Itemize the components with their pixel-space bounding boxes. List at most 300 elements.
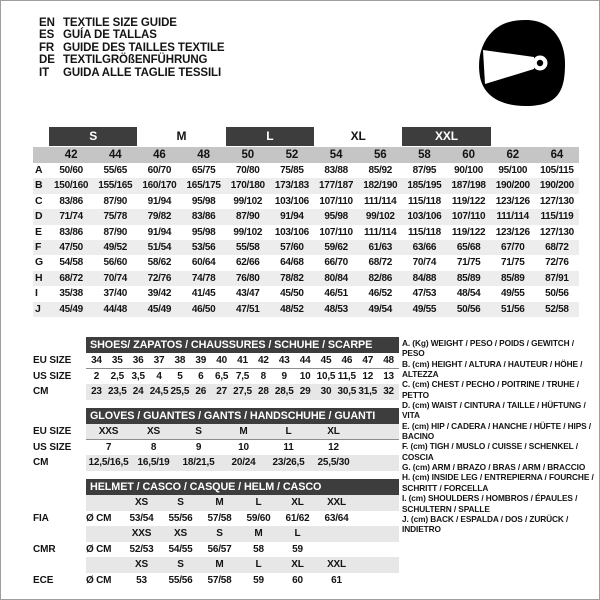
size-value: 165/175 xyxy=(186,180,221,192)
size-value: 30 xyxy=(320,386,332,397)
size-value: 70/74 xyxy=(103,272,127,284)
size-column-62: 62 xyxy=(506,149,520,161)
size-value: 36 xyxy=(132,355,144,366)
size-value: 123/126 xyxy=(495,195,530,207)
size-group-row xyxy=(33,127,579,146)
size-value: 55/56 xyxy=(168,574,193,586)
size-value: 25,5 xyxy=(170,386,190,397)
row-label: US SIZE xyxy=(33,370,72,382)
size-value: 99/102 xyxy=(233,226,263,238)
row-values xyxy=(86,455,399,471)
size-value: 7,5 xyxy=(235,370,250,382)
size-label: XL xyxy=(291,497,304,508)
size-value: 5 xyxy=(177,370,183,382)
size-value: 56/57 xyxy=(207,543,232,555)
size-value: 127/130 xyxy=(539,226,574,238)
helmet-value-row-cmr xyxy=(33,542,405,558)
size-value: 49/55 xyxy=(500,288,525,300)
size-value: M xyxy=(239,426,248,437)
size-value: 6,5 xyxy=(214,370,229,382)
row-letter: I xyxy=(35,287,38,300)
size-value: 190/200 xyxy=(539,180,574,192)
helmet-size-row-ece xyxy=(33,557,405,573)
size-value: 185/195 xyxy=(407,180,442,192)
size-value: 26 xyxy=(195,386,207,397)
row-values xyxy=(86,440,399,456)
helmet-table-title: HELMET / CASCO / CASQUE / HELM / CASCO xyxy=(86,479,399,495)
size-value: 99/102 xyxy=(365,211,395,223)
legend-item: D. (cm) WAIST / CINTURA / TAILLE / HÜFTUNG / VITA xyxy=(402,400,586,421)
size-value: 59 xyxy=(253,574,264,586)
helmet-size-labels xyxy=(86,526,399,542)
gloves-table xyxy=(33,408,405,471)
size-value: 38 xyxy=(174,355,186,366)
size-column-48: 48 xyxy=(197,149,210,161)
size-value: 91/94 xyxy=(280,211,304,223)
size-value: 47/53 xyxy=(412,288,437,300)
size-row-us-size xyxy=(33,369,405,385)
size-value: 53/54 xyxy=(129,512,154,524)
gloves-rows xyxy=(33,424,405,471)
size-value: 54/55 xyxy=(168,543,193,555)
size-column-56: 56 xyxy=(373,149,387,161)
guide-title: GUIDE DES TAILLES TEXTILE xyxy=(63,41,225,54)
size-value: 111/114 xyxy=(364,226,397,238)
size-value: 29 xyxy=(299,386,311,397)
size-value: 187/198 xyxy=(451,180,486,192)
size-value: 103/106 xyxy=(274,195,309,207)
size-value: 7 xyxy=(105,441,112,453)
legend-item: B. (cm) HEIGHT / ALTURA / HAUTEUR / HÖHE / ALTEZZA xyxy=(402,358,583,380)
size-value: 52/58 xyxy=(545,303,569,315)
size-group-spacer xyxy=(33,127,49,146)
size-label: XXL xyxy=(327,497,346,508)
size-value: 83/86 xyxy=(59,226,83,238)
size-value: 45/50 xyxy=(280,288,304,300)
size-label: XXS xyxy=(131,528,152,539)
size-value: 95/98 xyxy=(324,211,348,223)
size-value: 190/200 xyxy=(495,180,530,192)
size-value: 39 xyxy=(195,355,207,366)
size-value: 85/89 xyxy=(456,272,481,284)
size-value: 37 xyxy=(153,355,165,366)
row-label-spacer xyxy=(33,495,86,511)
size-value: 28,5 xyxy=(274,386,294,397)
size-group-s: S xyxy=(49,127,137,146)
size-value: 71/74 xyxy=(59,211,83,223)
gloves-table-title: GLOVES / GUANTES / GANTS / HANDSCHUHE / GUANTI xyxy=(86,408,399,424)
size-label: L xyxy=(255,497,262,508)
helmet-values xyxy=(86,542,399,558)
size-value: 46 xyxy=(341,355,353,366)
size-columns-row xyxy=(33,147,579,163)
size-value: 85/92 xyxy=(368,165,392,176)
size-label: XL xyxy=(291,559,304,570)
size-value: 76/80 xyxy=(235,272,260,284)
size-value: 23/26,5 xyxy=(272,457,305,468)
size-value: 83/86 xyxy=(191,211,216,223)
helmet-size-table xyxy=(33,479,405,588)
size-value: 60/70 xyxy=(147,165,172,176)
size-column-54: 54 xyxy=(329,149,343,161)
size-value: 31,5 xyxy=(358,386,378,397)
size-row-eu-size xyxy=(33,353,405,369)
row-letter: J xyxy=(35,302,41,315)
shoes-table-title: SHOES/ ZAPATOS / CHAUSSURES / SCHUHE / SCARPE xyxy=(86,337,399,353)
prefix-spacer xyxy=(86,495,122,511)
helmet-size-row-fia xyxy=(33,495,405,511)
size-value: 84/88 xyxy=(412,272,437,284)
size-value: 95/98 xyxy=(191,226,216,238)
row-letter: G xyxy=(35,256,44,269)
legend-item: F. (cm) TIGH / MUSLO / CUISSE / SCHENKEL / COSCIA xyxy=(402,441,578,462)
size-value: 10 xyxy=(238,441,249,453)
textile-size-table xyxy=(33,127,579,317)
size-label: M xyxy=(215,497,224,508)
standard-label: ECE xyxy=(33,574,54,586)
size-value: L xyxy=(285,426,292,437)
row-letter: H xyxy=(35,271,43,284)
size-label: S xyxy=(177,559,184,570)
helmet-value-row-ece xyxy=(33,573,405,589)
size-value: XXS xyxy=(98,426,119,437)
size-value: 39/42 xyxy=(147,288,172,300)
size-value: 61/63 xyxy=(368,241,392,253)
size-label: XXL xyxy=(327,559,346,570)
size-value: 40 xyxy=(216,355,227,366)
size-value: 37/40 xyxy=(103,288,127,300)
size-value: 35 xyxy=(111,355,123,366)
row-values xyxy=(86,424,399,440)
size-value: 155/165 xyxy=(98,180,133,192)
size-value: 82/86 xyxy=(368,272,392,284)
language-row-es xyxy=(39,29,225,41)
language-code: DE xyxy=(39,54,55,67)
size-column-46: 46 xyxy=(153,149,166,161)
row-label-spacer xyxy=(33,557,86,573)
size-value: 115/118 xyxy=(407,195,441,207)
row-values xyxy=(86,369,399,385)
size-value: 85/89 xyxy=(500,272,525,284)
size-value: 72/76 xyxy=(147,272,172,284)
size-value: 67/70 xyxy=(500,241,525,253)
size-value: 58 xyxy=(253,543,264,555)
size-value: 47 xyxy=(362,355,374,366)
size-label: XS xyxy=(135,559,148,570)
size-label: S xyxy=(177,497,184,508)
measure-row-a xyxy=(33,163,579,178)
size-value: 111/114 xyxy=(364,195,397,207)
size-value: 65/68 xyxy=(456,241,481,253)
size-value: 160/170 xyxy=(142,180,177,192)
size-column-64: 64 xyxy=(550,149,564,161)
size-value: 49/55 xyxy=(412,303,437,315)
legend-item: C. (cm) CHEST / PECHO / POITRINE / TRUHE / PETTO xyxy=(402,379,579,400)
size-group-xxl: XXL xyxy=(402,127,490,146)
size-value: 119/122 xyxy=(451,226,486,238)
size-value: 61/62 xyxy=(285,512,310,524)
size-value: 46/50 xyxy=(191,303,216,315)
size-value: 170/180 xyxy=(230,180,265,192)
measure-row-e xyxy=(33,225,579,240)
size-value: 127/130 xyxy=(539,195,574,207)
size-value: 43 xyxy=(278,355,290,366)
size-value: 2 xyxy=(93,370,100,382)
size-label: S xyxy=(216,528,223,539)
size-value: 62/66 xyxy=(235,257,260,269)
size-value: 12 xyxy=(328,441,339,453)
size-value: 9 xyxy=(195,441,202,453)
size-value: 83/88 xyxy=(324,165,348,176)
size-value: 56/60 xyxy=(103,257,127,269)
row-label: CM xyxy=(33,457,49,468)
legend-item: H. (cm) INSIDE LEG / ENTREPIERNA / FOURCHE / SCHRITT / FORCELLA xyxy=(402,472,594,493)
size-value: 57/58 xyxy=(207,574,232,586)
size-value: 87/90 xyxy=(235,211,260,223)
size-value: 53 xyxy=(136,574,147,586)
legend-item: E. (cm) HIP / CADERA / HANCHE / HÜFTE / HIPS / BACINO xyxy=(402,420,592,442)
diameter-unit: Ø CM xyxy=(86,512,112,524)
size-value: 23 xyxy=(91,386,102,397)
size-value: 44 xyxy=(299,355,311,366)
size-value: 9 xyxy=(281,370,287,382)
size-value: 27 xyxy=(216,386,227,397)
size-column-58: 58 xyxy=(418,149,431,161)
size-value: 87/90 xyxy=(103,226,127,238)
size-label: L xyxy=(294,528,301,539)
size-label: M xyxy=(254,528,263,539)
size-value: 70/74 xyxy=(412,257,437,269)
size-value: 11,5 xyxy=(337,370,356,382)
size-value: 63/64 xyxy=(324,512,349,524)
size-value: 6 xyxy=(198,370,204,382)
legend-item: A. (Kg) WEIGHT / PESO / POIDS / GEWITCH / PESO xyxy=(402,338,574,359)
helmet-values xyxy=(86,573,399,589)
helmet-size-labels xyxy=(86,557,399,573)
size-value: 103/106 xyxy=(274,226,309,238)
size-value: 10 xyxy=(299,370,311,382)
size-value: 53/56 xyxy=(191,241,216,253)
size-label: L xyxy=(255,559,262,570)
size-value: 8 xyxy=(150,441,157,453)
size-value: 75/85 xyxy=(280,165,304,176)
language-code: EN xyxy=(39,17,55,29)
size-value: 50/56 xyxy=(456,303,481,315)
size-value: 57/60 xyxy=(280,241,304,253)
size-value: XS xyxy=(147,426,160,437)
size-value: XL xyxy=(327,426,340,437)
size-value: 65/75 xyxy=(191,165,216,176)
size-group-xl: XL xyxy=(350,129,366,143)
size-column-60: 60 xyxy=(462,149,475,161)
size-value: 4 xyxy=(156,370,162,382)
size-value: 25,5/30 xyxy=(317,457,350,468)
size-group-m: M xyxy=(176,129,187,143)
size-value: 60 xyxy=(292,574,303,586)
size-value: 177/187 xyxy=(319,180,354,192)
size-value: 42 xyxy=(257,355,269,366)
size-value: 173/183 xyxy=(274,180,309,192)
measure-row-i xyxy=(33,286,579,301)
size-value: 24 xyxy=(132,386,144,397)
size-value: 58/62 xyxy=(147,257,172,269)
size-value: 75/78 xyxy=(103,211,127,223)
size-label: XS xyxy=(135,497,148,508)
size-value: 103/106 xyxy=(407,211,442,223)
size-value: 91/94 xyxy=(147,226,172,238)
row-letter: B xyxy=(35,179,43,192)
size-value: 8 xyxy=(260,370,267,382)
size-value: 10,5 xyxy=(316,370,336,382)
size-value: 12 xyxy=(362,370,374,382)
size-value: 68/72 xyxy=(545,241,569,253)
size-group-spacer xyxy=(491,127,535,146)
size-value: 90/100 xyxy=(454,165,483,176)
size-value: 50/60 xyxy=(59,165,83,176)
size-value: 55/58 xyxy=(235,241,260,253)
size-value: 68/72 xyxy=(368,257,392,269)
measure-row-b xyxy=(33,178,579,193)
size-value: 41 xyxy=(237,355,248,366)
corner-spacer xyxy=(33,147,49,163)
row-label: CM xyxy=(33,386,49,397)
size-value: 12,5/16,5 xyxy=(88,457,129,468)
row-label-spacer xyxy=(33,526,86,542)
size-group-l: L xyxy=(226,127,314,146)
row-letter: A xyxy=(35,164,43,176)
size-value: 45/49 xyxy=(147,303,172,315)
language-row-de xyxy=(39,54,225,66)
size-value: S xyxy=(195,426,202,437)
size-value: 60/64 xyxy=(191,257,216,269)
legend-item: G. (cm) ARM / BRAZO / BRAS / ARM / BRACCIO xyxy=(402,462,586,473)
size-value: 44/48 xyxy=(103,303,127,315)
size-value: 74/78 xyxy=(191,272,216,284)
measure-row-g xyxy=(33,255,579,270)
size-value: 63/66 xyxy=(412,241,437,253)
size-value: 83/86 xyxy=(59,195,83,207)
size-column-44: 44 xyxy=(108,149,122,161)
size-value xyxy=(317,542,356,558)
size-value: 50/56 xyxy=(545,288,569,300)
size-value: 64/68 xyxy=(280,257,304,269)
row-label: US SIZE xyxy=(33,441,72,453)
prefix-spacer xyxy=(86,526,122,542)
size-label: M xyxy=(215,559,224,570)
size-value: 66/70 xyxy=(324,257,348,269)
language-code: ES xyxy=(39,29,55,42)
row-letter: E xyxy=(35,225,43,238)
size-value: 47/50 xyxy=(59,241,83,253)
helmet-size-row-cmr xyxy=(33,526,405,542)
size-value: 23,5 xyxy=(107,386,127,397)
row-label: EU SIZE xyxy=(33,426,72,437)
size-value: 48 xyxy=(383,355,394,366)
size-value: 13 xyxy=(383,370,394,382)
size-column-52: 52 xyxy=(285,149,299,161)
size-label: XS xyxy=(174,528,187,539)
measure-row-d xyxy=(33,209,579,224)
size-value: 48/54 xyxy=(456,288,481,300)
row-letter: D xyxy=(35,210,43,223)
size-value: 71/75 xyxy=(456,257,481,269)
size-value: 47/51 xyxy=(235,303,260,315)
size-value: 87/91 xyxy=(545,272,569,284)
size-value: 59 xyxy=(292,543,303,555)
standard-label: CMR xyxy=(33,543,56,555)
row-values xyxy=(86,353,399,369)
size-value: 61 xyxy=(331,574,342,586)
diameter-unit: Ø CM xyxy=(86,574,112,586)
legend-item: J. (cm) BACK / ESPALDA / DOS / ZURÜCK / INDIETRO xyxy=(402,513,569,535)
size-value: 34 xyxy=(91,355,102,366)
size-value: 43/47 xyxy=(235,288,260,300)
size-value: 20/24 xyxy=(231,457,256,468)
shoes-rows xyxy=(33,353,405,400)
row-letter: C xyxy=(35,194,43,207)
size-row-eu-size xyxy=(33,424,405,440)
helmet-size-labels xyxy=(86,495,399,511)
guide-title: TEXTILE SIZE GUIDE xyxy=(63,17,177,29)
size-value: 107/110 xyxy=(319,226,353,238)
size-value: 182/190 xyxy=(363,180,398,192)
size-value: 45 xyxy=(320,355,332,366)
size-column-50: 50 xyxy=(241,149,255,161)
size-value: 57/58 xyxy=(207,512,232,524)
size-value: 28 xyxy=(257,386,269,397)
size-value: 32 xyxy=(383,386,394,397)
size-value: 111/114 xyxy=(496,211,529,223)
size-row-us-size xyxy=(33,440,405,456)
size-value: 59/60 xyxy=(246,512,271,524)
helmet-value-row-fia xyxy=(33,511,405,527)
size-value: 27,5 xyxy=(233,386,252,397)
helmet-values xyxy=(86,511,399,527)
size-value: 79/82 xyxy=(147,211,172,223)
size-value: 54/58 xyxy=(59,257,83,269)
size-value: 119/122 xyxy=(451,195,486,207)
language-title-list xyxy=(39,17,225,79)
size-value: 45/49 xyxy=(59,303,83,315)
size-value: 99/102 xyxy=(233,195,263,207)
size-value: 41/45 xyxy=(191,288,216,300)
size-value: 46/52 xyxy=(368,288,392,300)
size-value: 51/56 xyxy=(500,303,525,315)
size-value: 49/52 xyxy=(103,241,127,253)
size-value: 51/54 xyxy=(147,241,172,253)
guide-title: GUIDA ALLE TAGLIE TESSILI xyxy=(63,66,222,79)
size-value: 115/119 xyxy=(540,211,574,223)
language-code: FR xyxy=(39,41,55,54)
size-value: 55/65 xyxy=(103,165,127,176)
size-value: 46/51 xyxy=(324,288,348,300)
prefix-spacer xyxy=(86,557,122,573)
size-value: 91/94 xyxy=(147,195,172,207)
size-label xyxy=(317,526,356,542)
size-value: 52/53 xyxy=(129,543,154,555)
size-value: 78/82 xyxy=(280,272,304,284)
row-label: EU SIZE xyxy=(33,355,72,366)
size-value: 107/110 xyxy=(319,195,353,207)
size-value: 49/54 xyxy=(368,303,392,315)
helmet-icon xyxy=(467,17,569,109)
size-value: 55/56 xyxy=(168,512,193,524)
guide-title: GUÍA DE TALLAS xyxy=(63,29,157,42)
size-value: 48/53 xyxy=(324,303,348,315)
size-value: 95/98 xyxy=(191,195,216,207)
size-value: 24,5 xyxy=(149,386,169,397)
legend-item: I. (cm) SHOULDERS / HOMBROS / ÉPAULES / SCHULTERN / SPALLE xyxy=(402,493,578,514)
